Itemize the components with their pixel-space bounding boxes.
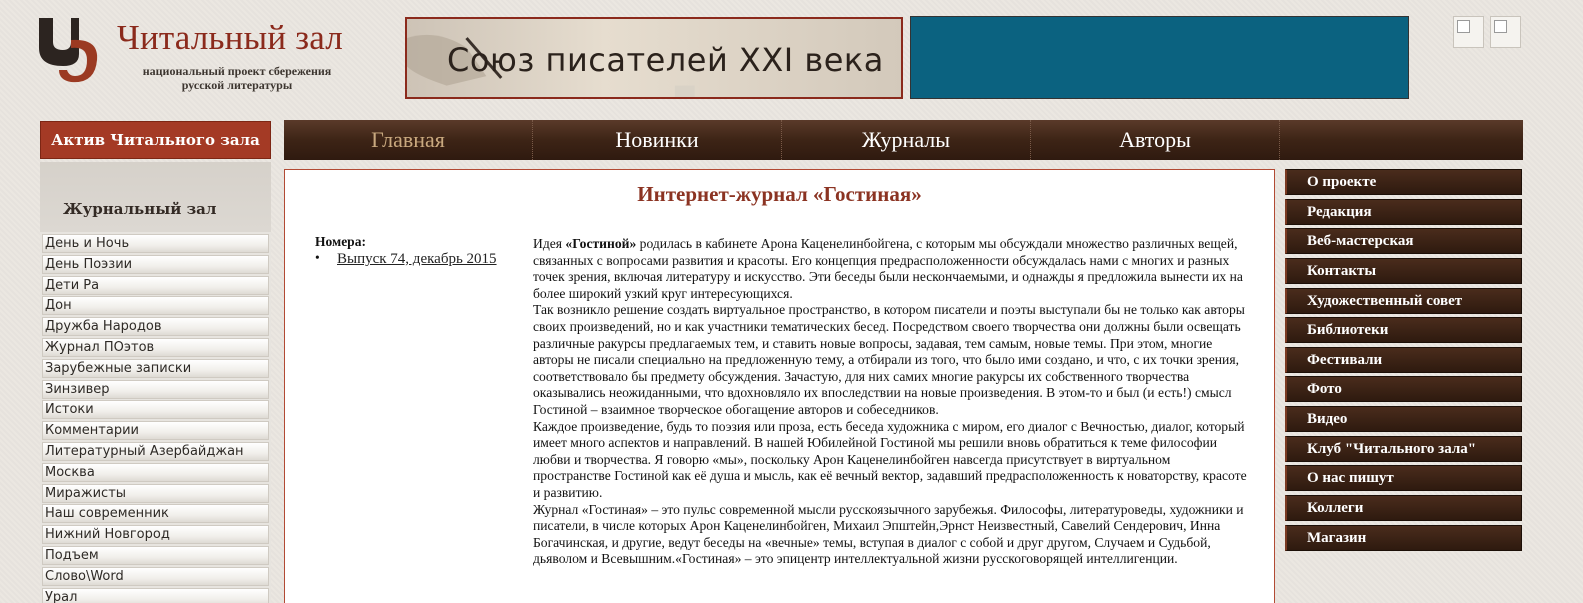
writers-union-banner[interactable]	[405, 17, 903, 99]
logo-title: Читальный зал	[117, 18, 343, 57]
site-logo[interactable]	[37, 14, 377, 94]
sidebar-magazine-item[interactable]: День Поэзии	[42, 255, 269, 274]
issue-link[interactable]: Выпуск 74, декабрь 2015	[337, 251, 497, 267]
nav-home[interactable]: Главная	[284, 120, 533, 160]
left-sidebar	[40, 162, 271, 603]
article-paragraph	[533, 419, 1249, 502]
nav-spacer	[1280, 120, 1523, 160]
sidebar-magazine-item[interactable]: Наш современник	[42, 504, 269, 523]
right-menu-item[interactable]: Веб-мастерская	[1285, 228, 1522, 254]
magazine-list	[42, 234, 269, 603]
right-menu-item[interactable]: Фестивали	[1285, 347, 1522, 373]
main-content	[284, 169, 1275, 603]
sidebar-magazine-item[interactable]: Истоки	[42, 400, 269, 419]
right-menu-item[interactable]: Библиотеки	[1285, 317, 1522, 343]
broken-image-icon[interactable]	[1490, 16, 1521, 48]
sidebar-magazine-item[interactable]: Зарубежные записки	[42, 359, 269, 378]
sidebar-magazine-item[interactable]: День и Ночь	[42, 234, 269, 253]
issues-label: Номера:	[315, 234, 366, 249]
broken-image-icon[interactable]	[1453, 16, 1484, 48]
nav-authors[interactable]: Авторы	[1031, 120, 1280, 160]
sidebar-magazine-item[interactable]: Слово\Word	[42, 567, 269, 586]
sidebar-magazine-item[interactable]: Зинзивер	[42, 380, 269, 399]
logo-emblem-icon	[37, 14, 99, 86]
ad-banner[interactable]	[910, 16, 1409, 99]
right-menu-item[interactable]: О проекте	[1285, 169, 1522, 195]
nav-journals[interactable]: Журналы	[782, 120, 1031, 160]
bullet-icon: •	[315, 250, 320, 265]
nav-new[interactable]: Новинки	[533, 120, 782, 160]
sidebar-magazine-item[interactable]: Комментарии	[42, 421, 269, 440]
right-menu-item[interactable]: Коллеги	[1285, 495, 1522, 521]
page-title: Интернет-журнал «Гостиная»	[637, 182, 922, 206]
right-menu-item[interactable]: Магазин	[1285, 525, 1522, 551]
article-text-run: Так возникло решение создать виртуальное пространство, в котором писатели и поэты выступали бы не только как авторы своих произведений, но и как участники тематических бесед. Посредством своего творчества они должны были освещать различные ракурсы предлагаемых тем, и ставить новые вопросы, задавая, тем самым, новые темы. При этом, многие авторы не писали специально на предложенную тему, а отбирали из того, что было ими создано, и что, с их точки зрения, соответствовало бы предмету обсуждения. Зачастую, для них самих многие ракурсы их собственного творчества оказывались неожиданными, что вдохновляло их впоследствии на новые произведения. В этом-то и был (и есть!) смысл Гостиной – взаимное творческое обогащение авторов и собеседников.	[533, 302, 1245, 417]
article-text-run: Каждое произведение, будь то поэзия или проза, есть беседа художника с миром, его диалог с Вечностью, диалог, который имеет много аспектов и направлений. В нашей Юбилейной Гостиной мы решили вновь обратиться к теме философии любви и творчества. Я говорю «мы», поскольку Арон Каценелинбойген навсегда присутствует в виртуальном пространстве Гостиной как её душа и мысль, как её вечный вектор, задавший предрасположенность к новаторству, красоте и развитию.	[533, 418, 1247, 500]
article-text-run: Журнал «Гостиная» – это пульс современной мысли русскоязычного зарубежья. Философы, литературоведы, художники и писатели, в числе которых Арон Каценелинбойген, Михаил Эпштейн,Эрнст Неизвестный, Савелий Сендерович, Инна Богачинская, и другие, ведут беседы на «вечные» темы, вступая в диалог с собой и друг другом, Случаем и Судьбой, дьяволом и Всевышним.«Гостиная» – это эпицентр интеллектуальной жизни русскоговорящей интеллигенции.	[533, 501, 1244, 567]
sidebar-magazine-item[interactable]: Миражисты	[42, 484, 269, 503]
article-paragraph	[533, 502, 1249, 568]
sidebar-magazine-item[interactable]: Москва	[42, 463, 269, 482]
sidebar-magazine-item[interactable]: Нижний Новгород	[42, 525, 269, 544]
banner-text: Союз писателей XXI века	[447, 41, 884, 79]
article-paragraph	[533, 302, 1249, 418]
right-menu-item[interactable]: Клуб "Читального зала"	[1285, 436, 1522, 462]
sidebar-magazine-item[interactable]: Дон	[42, 296, 269, 315]
right-menu-item[interactable]: Видео	[1285, 406, 1522, 432]
main-nav	[284, 120, 1523, 160]
article-emphasis: «Гостиной»	[565, 236, 637, 251]
article-text-run: Идея	[533, 236, 566, 251]
right-menu-item[interactable]: Художественный совет	[1285, 288, 1522, 314]
logo-subtitle: национальный проект сбережения русской литературы	[142, 64, 332, 92]
sidebar-magazine-item[interactable]: Дружба Народов	[42, 317, 269, 336]
sidebar-magazine-item[interactable]: Дети Ра	[42, 276, 269, 295]
sidebar-heading: Журнальный зал	[63, 200, 217, 218]
aktiv-button[interactable]: Актив Читального зала	[40, 121, 271, 159]
right-menu-item[interactable]: Редакция	[1285, 199, 1522, 225]
article-text	[533, 236, 1249, 568]
right-menu-item[interactable]: Фото	[1285, 376, 1522, 402]
article-paragraph	[533, 236, 1249, 302]
right-menu-item[interactable]: Контакты	[1285, 258, 1522, 284]
right-menu-item[interactable]: О нас пишут	[1285, 465, 1522, 491]
issue-list-item	[315, 250, 515, 269]
sidebar-magazine-item[interactable]: Урал	[42, 588, 269, 603]
sidebar-magazine-item[interactable]: Подъем	[42, 546, 269, 565]
sidebar-magazine-item[interactable]: Литературный Азербайджан	[42, 442, 269, 461]
article-text-run: родилась в кабинете Арона Каценелинбойгена, с которым мы обсуждали множество различных вещей, связанных с вопросами развития и красоты. Его концепция предрасположенности обсуждалась нами с многих и разных точек зрения, включая литературу и искусство. Эти беседы были нескончаемыми, и однажды я предложила вынести их на более широкий узкий круг интересующихся.	[533, 236, 1243, 301]
issues-block	[315, 234, 515, 269]
right-menu	[1285, 169, 1522, 554]
sidebar-magazine-item[interactable]: Журнал ПОэтов	[42, 338, 269, 357]
